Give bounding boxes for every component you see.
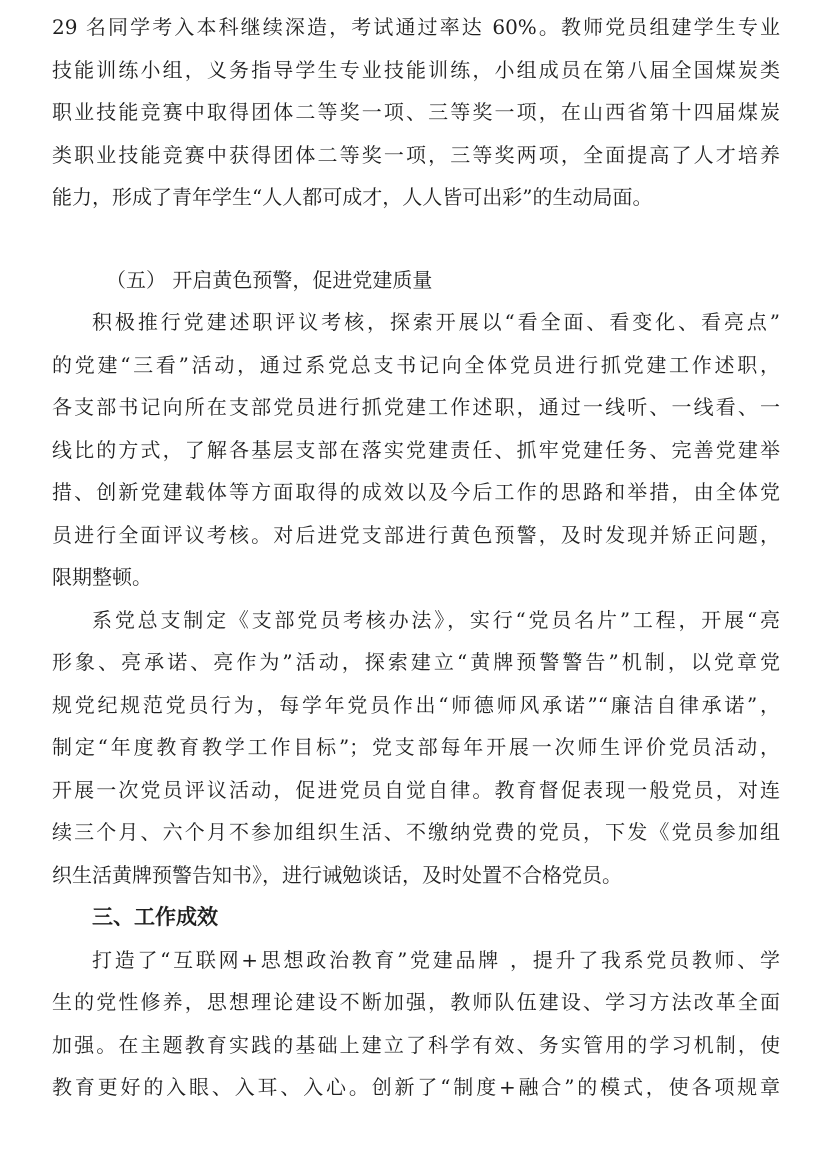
text-line: 员进行全面评议考核。对后进党支部进行黄色预警，及时发现并矫正问题， <box>52 522 780 547</box>
paragraph-talent-training <box>52 6 780 219</box>
text-line: 限期整顿。 <box>52 565 152 589</box>
text-line: 生的党性修养，思想理论建设不断加强，教师队伍建设、学习方法改革全面 <box>52 990 780 1014</box>
text-line: 积极推行党建述职评议考核，探索开展以“看全面、看变化、看亮点” <box>92 310 780 334</box>
spacer <box>52 219 780 259</box>
text-line: 的党建“三看”活动，通过系党总支书记向全体党员进行抓党建工作述职， <box>52 352 780 377</box>
paragraph-work-results <box>52 939 780 1109</box>
text-line: 打造了“互联网+思想政治教育”党建品牌 ，提升了我系党员教师、学 <box>92 947 780 972</box>
text-line: 规党纪规范党员行为，每学年党员作出“师德师风承诺”“廉洁自律承诺”， <box>52 692 780 717</box>
subheading-yellow-warning: （五） 开启黄色预警，促进党建质量 <box>106 267 433 292</box>
text-line: 织生活黄牌预警告知书》，进行诫勉谈话，及时处置不合格党员。 <box>52 862 622 887</box>
text-line: 技能训练小组，义务指导学生专业技能训练，小组成员在第八届全国煤炭类 <box>52 57 780 82</box>
text-line: 续三个月、六个月不参加组织生活、不缴纳党费的党员，下发《党员参加组 <box>52 820 780 844</box>
paragraph-debriefing-review <box>52 301 780 599</box>
text-line: 各支部书记向所在支部党员进行抓党建工作述职，通过一线听、一线看、一 <box>52 395 780 419</box>
text-line: 形象、亮承诺、亮作为”活动，探索建立“黄牌预警警告”机制，以党章党 <box>52 650 780 674</box>
text-line: 线比的方式，了解各基层支部在落实党建责任、抓牢党建任务、完善党建举 <box>52 437 780 462</box>
text-line: 29 名同学考入本科继续深造，考试通过率达 60%。教师党员组建学生专业 <box>52 15 780 39</box>
text-line: 制定“年度教育教学工作目标”；党支部每年开展一次师生评价党员活动， <box>52 735 780 759</box>
text-line: 职业技能竞赛中取得团体二等奖一项、三等奖一项，在山西省第十四届煤炭 <box>52 100 780 124</box>
text-line: 加强。在主题教育实践的基础上建立了科学有效、务实管用的学习机制，使 <box>52 1032 780 1057</box>
text-line: 系党总支制定《支部党员考核办法》，实行“党员名片”工程，开展“亮 <box>92 607 780 632</box>
text-line: 开展一次党员评议活动，促进党员自觉自律。教育督促表现一般党员，对连 <box>52 777 780 802</box>
paragraph-member-assessment <box>52 599 780 897</box>
section-title-work-results: 三、工作成效 <box>92 905 218 929</box>
text-line: 措、创新党建载体等方面取得的成效以及今后工作的思路和举措，由全体党 <box>52 480 780 504</box>
text-line: 能力，形成了青年学生“人人都可成才，人人皆可出彩”的生动局面。 <box>52 185 653 209</box>
text-line: 类职业技能竞赛中获得团体二等奖一项，三等奖两项，全面提高了人才培养 <box>52 142 780 167</box>
text-line: 教育更好的入眼、入耳、入心。创新了“制度+融合”的模式，使各项规章 <box>52 1075 780 1099</box>
document-page <box>52 6 780 1109</box>
